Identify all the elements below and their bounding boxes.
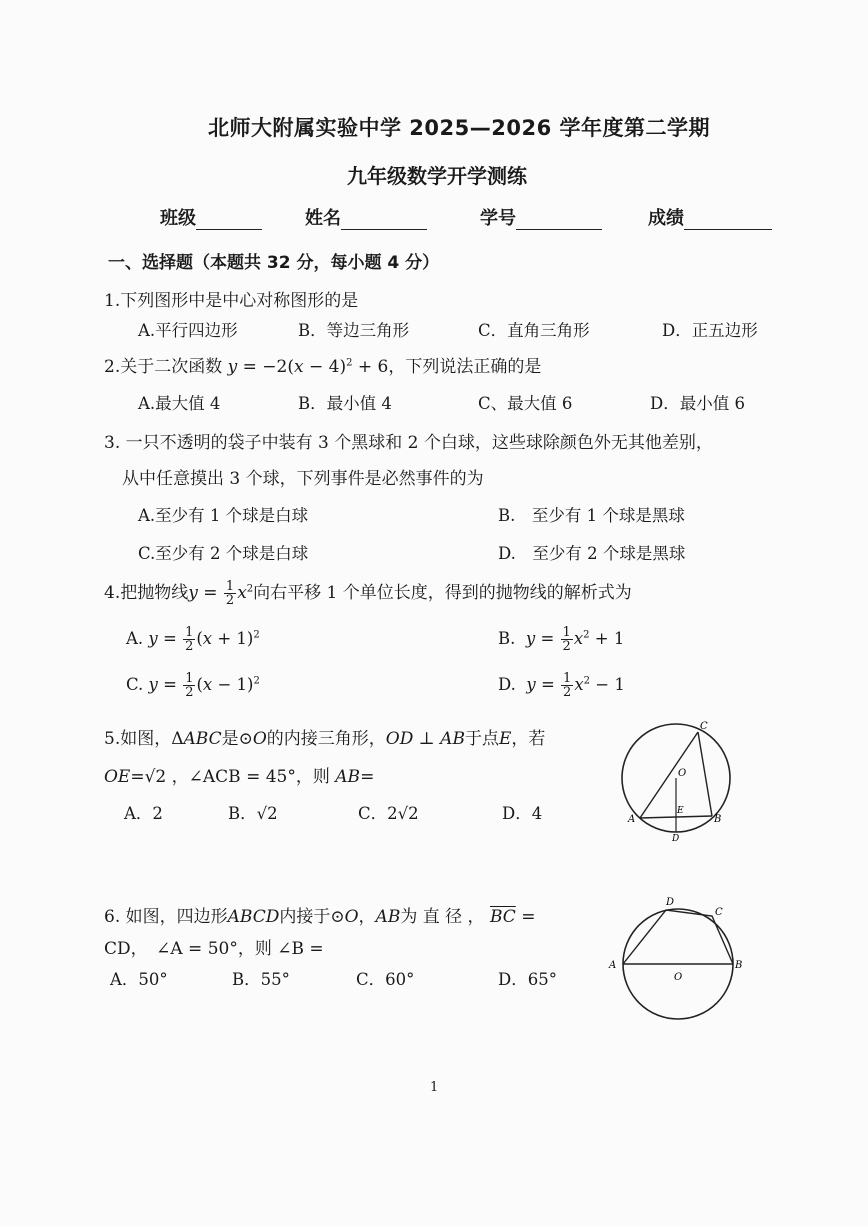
q6-circle-figure — [602, 888, 752, 1020]
q1-option-c[interactable]: C．直角三角形 — [478, 321, 590, 340]
q1-option-a[interactable]: A.平行四边形 — [138, 321, 238, 340]
class-label: 班级 — [160, 208, 196, 229]
q1-option-b[interactable]: B．等边三角形 — [298, 321, 410, 340]
q5-chord-ac — [640, 732, 698, 818]
student-id-field[interactable] — [480, 204, 602, 230]
q5-chord-bc — [698, 732, 712, 816]
q3-option-a[interactable]: A.至少有 1 个球是白球 — [138, 506, 309, 525]
q5-pre: 5.如图， — [104, 729, 172, 749]
section-heading: 一、选择题（本题共 32 分，每小题 4 分） — [108, 253, 440, 273]
question-6-stem-line1: 6. 如图，四边形ABCD内接于⊙O，AB为 直 径 ， $\overline{BC}$ = — [104, 907, 536, 927]
q2-stem-pre: 2.关于二次函数 — [104, 357, 223, 377]
score-field[interactable] — [648, 204, 772, 230]
q4-option-b[interactable]: B. y = $\frac{1}{2}$ $x^2 + 1$ — [498, 625, 625, 654]
q6-option-d[interactable]: D．65° — [498, 970, 557, 989]
student-id-label: 学号 — [480, 208, 516, 229]
q5-option-c[interactable]: C．2√2 — [358, 804, 419, 823]
q5-mid2: 的内接三角形， — [266, 729, 386, 749]
question-3-stem-line1: 3. 一只不透明的袋子中装有 3 个黑球和 2 个白球，这些球除颜色外无其他差别， — [104, 433, 713, 453]
q5-circle-figure — [612, 718, 742, 844]
q6-pre: 6. 如图，四边形 — [104, 907, 228, 927]
question-3-stem-line2: 从中任意摸出 3 个球，下列事件是必然事件的为 — [122, 469, 484, 489]
q5-option-d[interactable]: D．4 — [502, 804, 543, 823]
question-4-stem: 4.把抛物线y = $\frac{1}{2}$ $x^2$向右平移 1 个单位长度，得到的抛物线的解析式为 — [104, 579, 632, 608]
q3-option-b[interactable]: B. 至少有 1 个球是黑球 — [498, 506, 685, 525]
question-1-stem: 1.下列图形中是中心对称图形的是 — [104, 291, 359, 311]
q5-label-c: C — [700, 721, 708, 732]
question-5-stem-line2: OE=√2 ，∠ACB = 45°，则 AB= — [104, 767, 375, 787]
q5-option-b[interactable]: B．√2 — [228, 804, 278, 823]
score-label: 成绩 — [648, 208, 684, 229]
q5-label-a: A — [628, 814, 636, 825]
q5-end: ，若 — [511, 729, 546, 749]
q5-label-o: O — [678, 768, 687, 779]
question-6-stem-line2: CD， ∠A = 50°，则 ∠B = — [104, 939, 324, 959]
q4-option-b-letter: B. — [498, 629, 516, 648]
q1-option-d[interactable]: D．正五边形 — [662, 321, 758, 340]
page-number: 1 — [430, 1080, 439, 1095]
q6-arc-bc: $\overline{BC}$ — [489, 907, 516, 927]
q5-mid: 是⊙ — [221, 729, 253, 749]
q5-line2-post: ，则 — [295, 767, 330, 787]
q4-option-a[interactable]: A. y = $\frac{1}{2}$ $(x + 1)^2$ — [126, 625, 260, 654]
q2-option-a[interactable]: A.最大值 4 — [138, 394, 221, 413]
name-label: 姓名 — [305, 208, 341, 229]
q5-line2-end: = — [360, 767, 375, 787]
name-field[interactable] — [305, 204, 427, 230]
q6-label-d: D — [666, 897, 675, 908]
q5-option-a[interactable]: A．2 — [124, 804, 163, 823]
q6-quad-adcb — [623, 910, 733, 964]
q2-option-b[interactable]: B．最小值 4 — [298, 394, 392, 413]
q6-label-b: B — [735, 960, 743, 971]
q4-option-a-letter: A. — [126, 629, 144, 648]
q4-option-d[interactable]: D. y = $\frac{1}{2}$ $x^2 - 1$ — [498, 671, 625, 700]
q6-option-a[interactable]: A．50° — [110, 970, 168, 989]
q5-label-b: B — [714, 814, 722, 825]
q2-option-c[interactable]: C、最大值 6 — [478, 394, 573, 413]
question-5-stem-line1: 5.如图，ΔABC是⊙O的内接三角形，OD ⊥ AB于点E，若 — [104, 729, 546, 749]
question-2-stem — [104, 352, 541, 377]
q4-option-c[interactable]: C. y = $\frac{1}{2}$ $(x - 1)^2$ — [126, 671, 260, 700]
class-field[interactable] — [160, 204, 262, 230]
q4-stem-post: 向右平移 1 个单位长度，得到的抛物线的解析式为 — [253, 583, 632, 603]
q5-label-d: D — [672, 834, 680, 844]
q6-mid: 内接于⊙ — [279, 907, 345, 927]
q6-label-c: C — [715, 907, 723, 918]
q6-option-c[interactable]: C．60° — [356, 970, 415, 989]
q6-end: = — [521, 907, 536, 927]
q4-option-c-letter: C. — [126, 675, 144, 694]
exam-title: 北师大附属实验中学 2025—2026 学年度第二学期 — [208, 116, 711, 140]
q3-option-d[interactable]: D. 至少有 2 个球是黑球 — [498, 544, 686, 563]
exam-subtitle: 九年级数学开学测练 — [347, 164, 527, 188]
q2-stem-post: ，下列说法正确的是 — [388, 357, 542, 377]
q6-label-a: A — [609, 960, 617, 971]
q4-option-d-letter: D. — [498, 675, 516, 694]
q6-option-b[interactable]: B．55° — [232, 970, 290, 989]
q2-option-d[interactable]: D．最小值 6 — [650, 394, 745, 413]
q6-post: 为 直 径 ， — [400, 907, 485, 927]
q5-angle: ∠ACB = 45° — [188, 767, 296, 787]
q4-stem-pre: 4.把抛物线 — [104, 583, 189, 603]
q6-mid2: ， — [358, 907, 376, 927]
q5-post: 于点 — [464, 729, 499, 749]
q3-option-c[interactable]: C.至少有 2 个球是白球 — [138, 544, 309, 563]
q6-label-o: O — [674, 972, 683, 983]
q4-fraction: $\frac{1}{2}$ — [225, 579, 235, 608]
q5-label-e: E — [677, 806, 684, 816]
q2-formula: $y = -2(x - 4)^2 + 6$ — [227, 357, 389, 377]
